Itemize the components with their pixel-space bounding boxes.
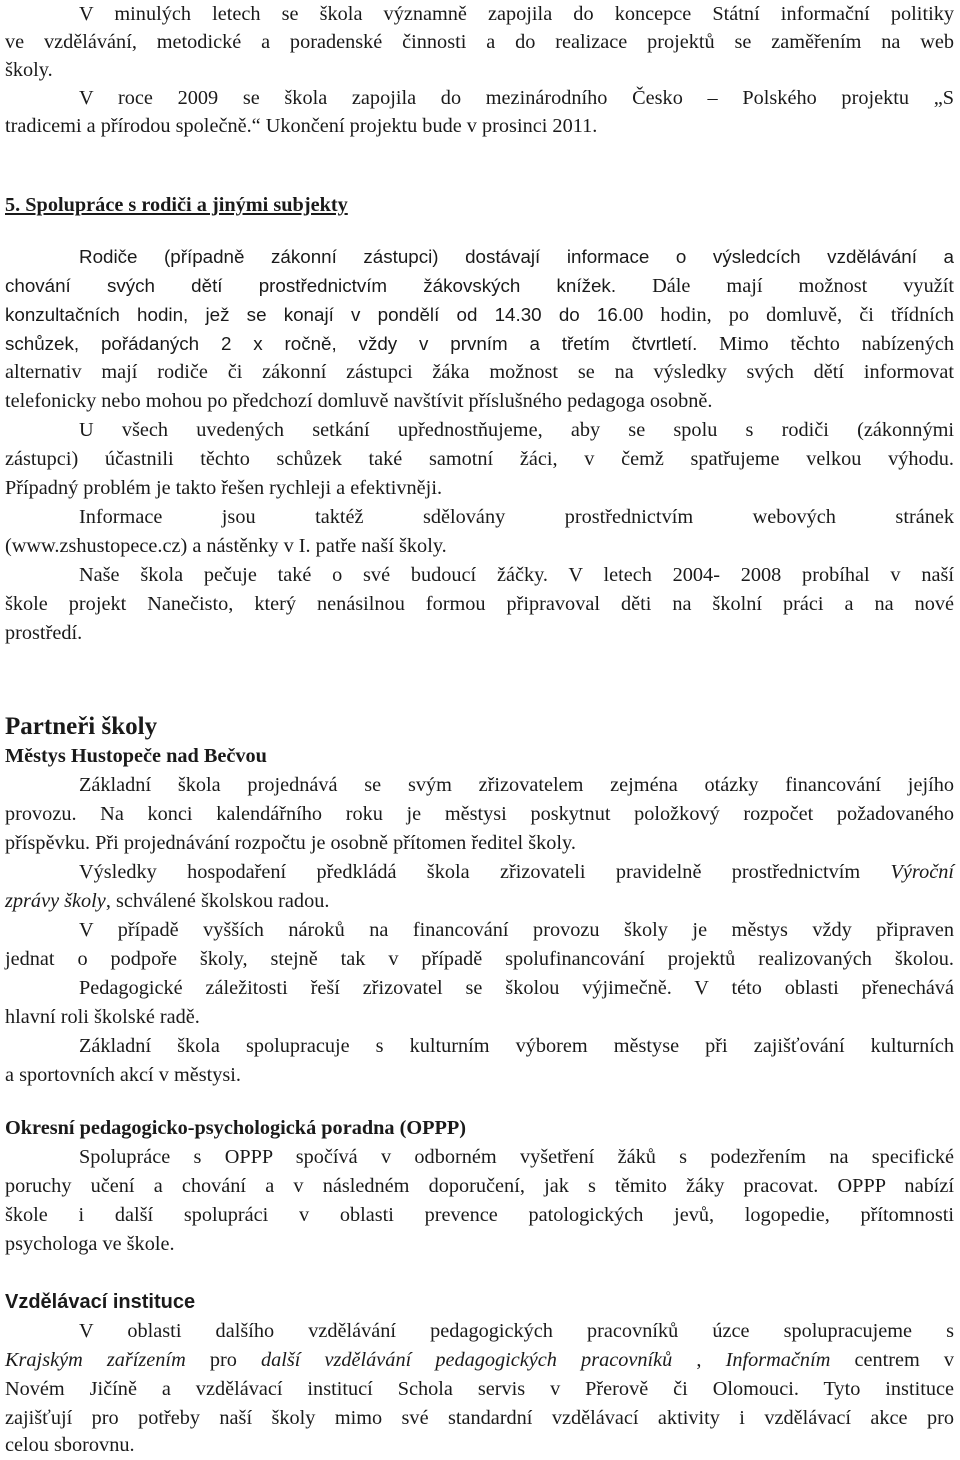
mestys-p1-line-1: Základní škola projednává se svým zřizovatelem zejména otázky financování jejího bbox=[79, 774, 954, 796]
mestys-p3-line-1: V případě vyšších nároků na financování provozu školy je městys vždy připraven bbox=[79, 919, 954, 941]
intro-line-2: ve vzdělávání, metodické a poradenské činnosti a do realizace projektů se zaměřením na web bbox=[5, 31, 954, 53]
s5-p1-line-3-rest: 00 hodin, po domluvě, či třídních bbox=[623, 304, 954, 326]
intro-line-4: V roce 2009 se škola zapojila do mezinárodního Česko – Polského projektu „S bbox=[79, 87, 954, 109]
section-5-heading: 5. Spolupráce s rodiči a jinými subjekty bbox=[5, 194, 348, 216]
mestys-p2-line-2-italic: zprávy školy bbox=[5, 890, 106, 912]
instituce-line-2-f: centrem v bbox=[830, 1349, 955, 1371]
s5-p1-line-3 bbox=[5, 300, 954, 329]
mestys-p2-line-2-text: , schválené školskou radou. bbox=[105, 890, 330, 912]
mestys-p3-line-2: jednat o podpoře školy, stejně tak v případě spolufinancování projektů realizovaných školou. bbox=[5, 948, 954, 970]
instituce-line-2-c: další vzdělávání pedagogických pracovníků bbox=[260, 1349, 673, 1371]
mestys-p2-line-1-italic: Výroční bbox=[890, 861, 954, 883]
instituce-line-5: celou sborovnu. bbox=[5, 1434, 135, 1456]
oppp-line-2: poruchy učení a chování a v následném doporučení, jak s těmito žáky pracovat. OPPP nabízí bbox=[5, 1175, 954, 1197]
s5-p1-line-3-sans: konzultačních hodin, jež se konají v pondělí od 14.30 do 16. bbox=[5, 304, 624, 325]
intro-line-1: V minulých letech se škola významně zapojila do koncepce Státní informační politiky bbox=[79, 3, 954, 25]
s5-p4-line-2: škole projekt Nanečisto, který nenásilnou formou připravoval děti na školní práci a na nové bbox=[5, 593, 954, 615]
partners-heading: Partneři školy bbox=[5, 713, 158, 740]
s5-p1-line-2-sans: chování svých dětí prostřednictvím žákovských knížek. bbox=[5, 275, 617, 296]
s5-p2-line-1: U všech uvedených setkání upřednostňujeme, aby se spolu s rodiči (zákonnými bbox=[79, 419, 954, 441]
instituce-line-4: zajišťují pro potřeby naší školy mimo své standardní vzdělávací aktivity i vzdělávací akce pro bbox=[5, 1407, 954, 1429]
s5-p1-line-1: Rodiče (případně zákonní zástupci) dostávají informace o výsledcích vzdělávání a bbox=[79, 246, 954, 267]
instituce-line-2-e: Informačním bbox=[725, 1349, 831, 1371]
s5-p1-line-6: telefonicky nebo mohou po předchozí domluvě navštívit příslušného pedagoga osobně. bbox=[5, 390, 713, 412]
s5-p3-line-2: (www.zshustopece.cz) a nástěnky v I. patře naší školy. bbox=[5, 535, 447, 557]
s5-p4-line-3: prostředí. bbox=[5, 622, 83, 644]
instituce-line-1: V oblasti dalšího vzdělávání pedagogických pracovníků úzce spolupracujeme s bbox=[79, 1320, 954, 1342]
instituce-line-2-b: pro bbox=[185, 1349, 261, 1371]
s5-p1-line-2-rest: Dále mají možnost využít bbox=[616, 275, 954, 297]
mestys-p5-line-2: a sportovních akcí v městysi. bbox=[5, 1064, 242, 1086]
oppp-line-1: Spolupráce s OPPP spočívá v odborném vyšetření žáků s podezřením na specifické bbox=[79, 1146, 954, 1168]
mestys-p4-line-1: Pedagogické záležitosti řeší zřizovatel se školou výjimečně. V této oblasti přenechává bbox=[79, 977, 954, 999]
mestys-p2-line-1-text: Výsledky hospodaření předkládá škola zřizovateli pravidelně prostřednictvím bbox=[79, 861, 891, 883]
oppp-heading: Okresní pedagogicko-psychologická poradna (OPPP) bbox=[5, 1117, 467, 1139]
mestys-p2-line-2 bbox=[5, 887, 954, 916]
instituce-line-2-a: Krajským zařízením bbox=[5, 1349, 186, 1371]
instituce-heading: Vzdělávací instituce bbox=[5, 1291, 196, 1313]
s5-p1-line-4-sans: schůzek, pořádaných 2 x ročně, vždy v prvním a třetím čtvrtletí. bbox=[5, 333, 698, 354]
instituce-line-3: Novém Jičíně a vzdělávací institucí Schola servis v Přerově či Olomouci. Tyto instituce bbox=[5, 1378, 954, 1400]
mestys-p1-line-2: provozu. Na konci kalendářního roku je městysi poskytnut položkový rozpočet požadovaného bbox=[5, 803, 954, 825]
s5-p4-line-1: Naše škola pečuje také o své budoucí žáčky. V letech 2004- 2008 probíhal v naší bbox=[79, 564, 954, 586]
s5-p1-line-4-rest: Mimo těchto nabízených bbox=[697, 333, 954, 355]
mestys-p2-line-1 bbox=[79, 858, 954, 887]
intro-line-5: tradicemi a přírodou společně.“ Ukončení projektu bude v prosinci 2011. bbox=[5, 115, 598, 137]
mestys-p4-line-2: hlavní roli školské radě. bbox=[5, 1006, 200, 1028]
s5-p1-line-4 bbox=[5, 329, 954, 358]
oppp-line-3: škole i další spolupráci v oblasti prevence patologických jevů, logopedie, přítomnosti bbox=[5, 1204, 954, 1226]
s5-p2-line-3: Případný problém je takto řešen rychleji a efektivněji. bbox=[5, 477, 443, 499]
mestys-heading: Městys Hustopeče nad Bečvou bbox=[5, 745, 267, 767]
mestys-p5-line-1: Základní škola spolupracuje s kulturním výborem městyse při zajišťování kulturních bbox=[79, 1035, 954, 1057]
mestys-p1-line-3: příspěvku. Při projednávání rozpočtu je osobně přítomen ředitel školy. bbox=[5, 832, 576, 854]
s5-p2-line-2: zástupci) účastnili těchto schůzek také samotní žáci, v čemž spatřujeme velkou výhodu. bbox=[5, 448, 954, 470]
oppp-line-4: psychologa ve škole. bbox=[5, 1233, 175, 1255]
s5-p1-line-5: alternativ mají rodiče či zákonní zástupci žáka možnost se na výsledky svých dětí informovat bbox=[5, 361, 954, 383]
s5-p1-line-2 bbox=[5, 271, 954, 300]
intro-line-3: školy. bbox=[5, 59, 53, 81]
s5-p3-line-1: Informace jsou taktéž sdělovány prostřednictvím webových stránek bbox=[79, 506, 954, 528]
instituce-line-2-d: , bbox=[672, 1349, 726, 1371]
instituce-line-2 bbox=[5, 1346, 954, 1375]
